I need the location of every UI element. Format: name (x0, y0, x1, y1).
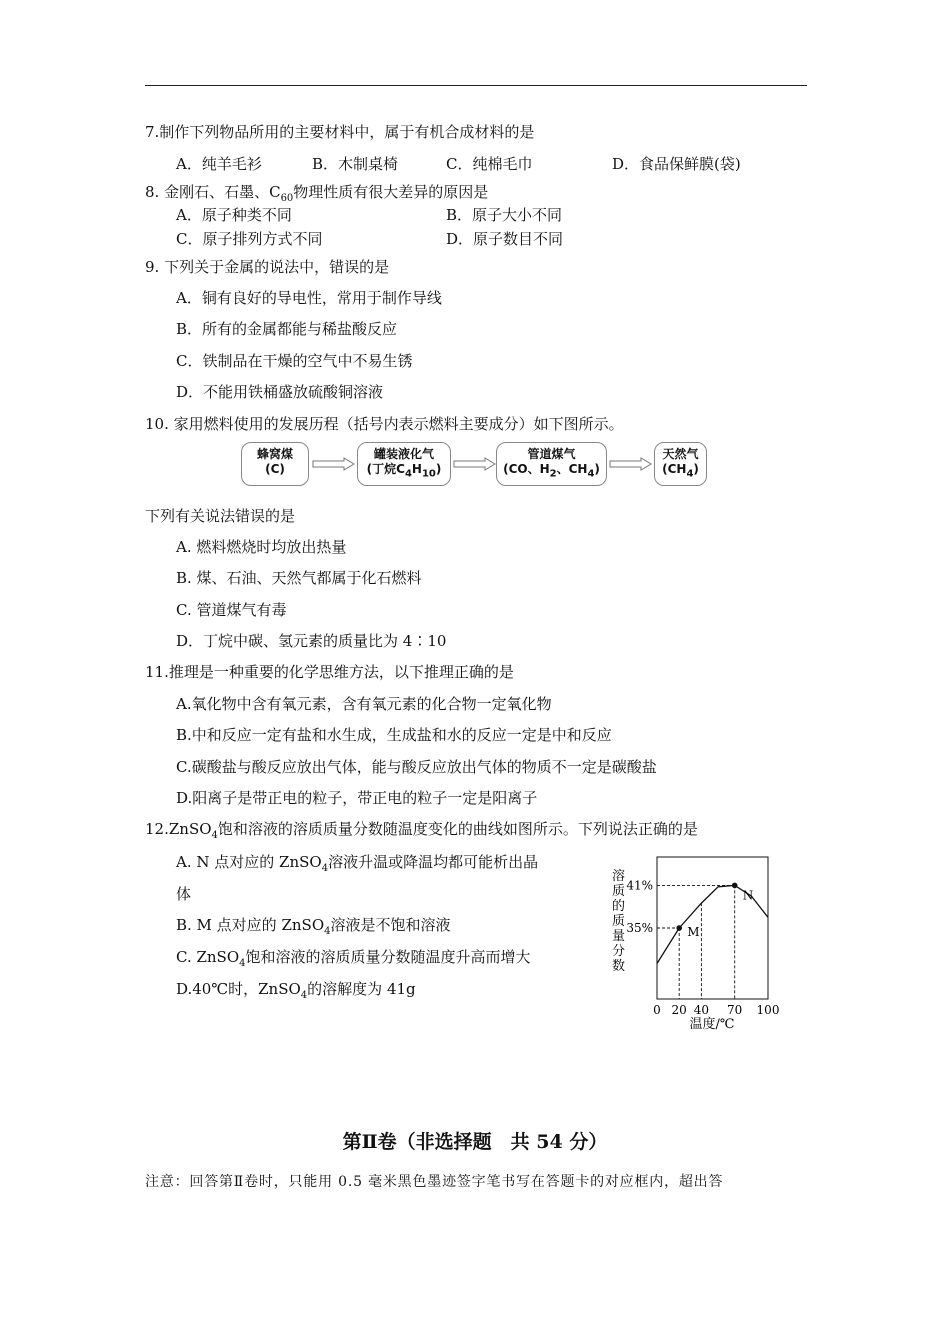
q10-option-c: C. 管道煤气有毒 (176, 601, 287, 619)
q7-option-d: D．食品保鲜膜(袋) (612, 155, 741, 173)
q12-stem: 12.ZnSO$_4$饱和溶液的溶质质量分数随温度变化的曲线如图所示。下列说法正确的是 (145, 820, 698, 841)
x-axis-label: 温度/℃ (689, 1017, 735, 1032)
flow-arrow-1 (312, 457, 356, 471)
q8-stem: 8. 金刚石、石墨、$C_{60}$物理性质有很大差异的原因是 (145, 183, 489, 204)
flow-arrow-3 (609, 457, 653, 471)
q11-option-a: A.氧化物中含有氧元素，含有氧元素的化合物一定氧化物 (176, 695, 552, 713)
q10-option-a: A. 燃料燃烧时均放出热量 (176, 538, 347, 556)
point-N (732, 883, 738, 889)
q8-option-d: D．原子数目不同 (446, 230, 564, 248)
section-title: 第Ⅱ卷（非选择题 共 54 分） (342, 1131, 608, 1153)
x-tick-label: 0 (653, 1003, 661, 1017)
x-tick-label: 40 (693, 1003, 710, 1017)
q12-option-a-cont: 体 (176, 885, 192, 903)
flow-box-pipeline-gas: 管道煤气 (CO、$H_2$、$CH_4$) (496, 442, 607, 486)
x-tick-label: 100 (756, 1003, 780, 1017)
y-tick-label: 35% (626, 921, 653, 935)
point-label-M: M (687, 925, 700, 939)
q7-option-b: B．木制桌椅 (312, 155, 399, 173)
flow-box-lpg: 罐装液化气 (丁烷$C_4H_{10}$) (357, 442, 451, 486)
point-M (676, 925, 682, 931)
q12-option-d: D.40℃时，ZnSO$_4$的溶解度为 41g (176, 980, 416, 1001)
q12-option-a: A. N 点对应的 ZnSO$_4$溶液升温或降温均都可能析出晶 (176, 853, 539, 874)
solubility-chart (600, 850, 800, 1035)
flow-box-natural-gas: 天然气 $(CH_4)$ (654, 442, 707, 486)
q8-option-a: A．原子种类不同 (176, 206, 292, 224)
q7-option-c: C．纯棉毛巾 (446, 155, 533, 173)
q9-option-a: A．铜有良好的导电性，常用于制作导线 (176, 289, 442, 307)
q10-stem: 10. 家用燃料使用的发展历程（括号内表示燃料主要成分）如下图所示。 (145, 415, 624, 433)
x-tick-label: 20 (671, 1003, 687, 1017)
q9-option-d: D．不能用铁桶盛放硫酸铜溶液 (176, 383, 384, 401)
x-tick-label: 70 (727, 1003, 743, 1017)
q7-stem: 7.制作下列物品所用的主要材料中，属于有机合成材料的是 (145, 123, 535, 141)
q12-option-c: C. ZnSO$_4$饱和溶液的溶质质量分数随温度升高而增大 (176, 948, 531, 969)
y-axis-label: 溶质的质量分数 (612, 869, 626, 974)
q9-option-b: B．所有的金属都能与稀盐酸反应 (176, 320, 398, 338)
q9-option-c: C．铁制品在干燥的空气中不易生锈 (176, 352, 413, 370)
flow-arrow-2 (453, 457, 497, 471)
q10-option-b: B. 煤、石油、天然气都属于化石燃料 (176, 569, 422, 587)
point-label-N: N (742, 888, 754, 903)
q12-option-b: B. M 点对应的 ZnSO$_4$溶液是不饱和溶液 (176, 916, 451, 937)
q9-stem: 9. 下列关于金属的说法中，错误的是 (145, 258, 390, 276)
q11-option-c: C.碳酸盐与酸反应放出气体，能与酸反应放出气体的物质不一定是碳酸盐 (176, 758, 657, 776)
y-tick-label: 41% (626, 878, 653, 893)
q11-stem: 11.推理是一种重要的化学思维方法，以下推理正确的是 (145, 663, 514, 681)
q7-option-a: A．纯羊毛衫 (176, 155, 262, 173)
q8-option-b: B．原子大小不同 (446, 206, 563, 224)
q11-option-d: D.阳离子是带正电的粒子，带正电的粒子一定是阳离子 (176, 789, 538, 807)
q11-option-b: B.中和反应一定有盐和水生成，生成盐和水的反应一定是中和反应 (176, 726, 612, 744)
q8-option-c: C．原子排列方式不同 (176, 230, 323, 248)
flow-box-honeycomb-coal: 蜂窝煤 (C) (241, 442, 309, 486)
q10-sub-stem: 下列有关说法错误的是 (145, 507, 296, 525)
q10-option-d: D．丁烷中碳、氢元素的质量比为 4∶10 (176, 632, 447, 650)
header-rule (145, 85, 807, 86)
section-note: 注意：回答第Ⅱ卷时，只能用 0.5 毫米黑色墨迹签字笔书写在答题卡的对应框内，超出答 (145, 1174, 724, 1190)
